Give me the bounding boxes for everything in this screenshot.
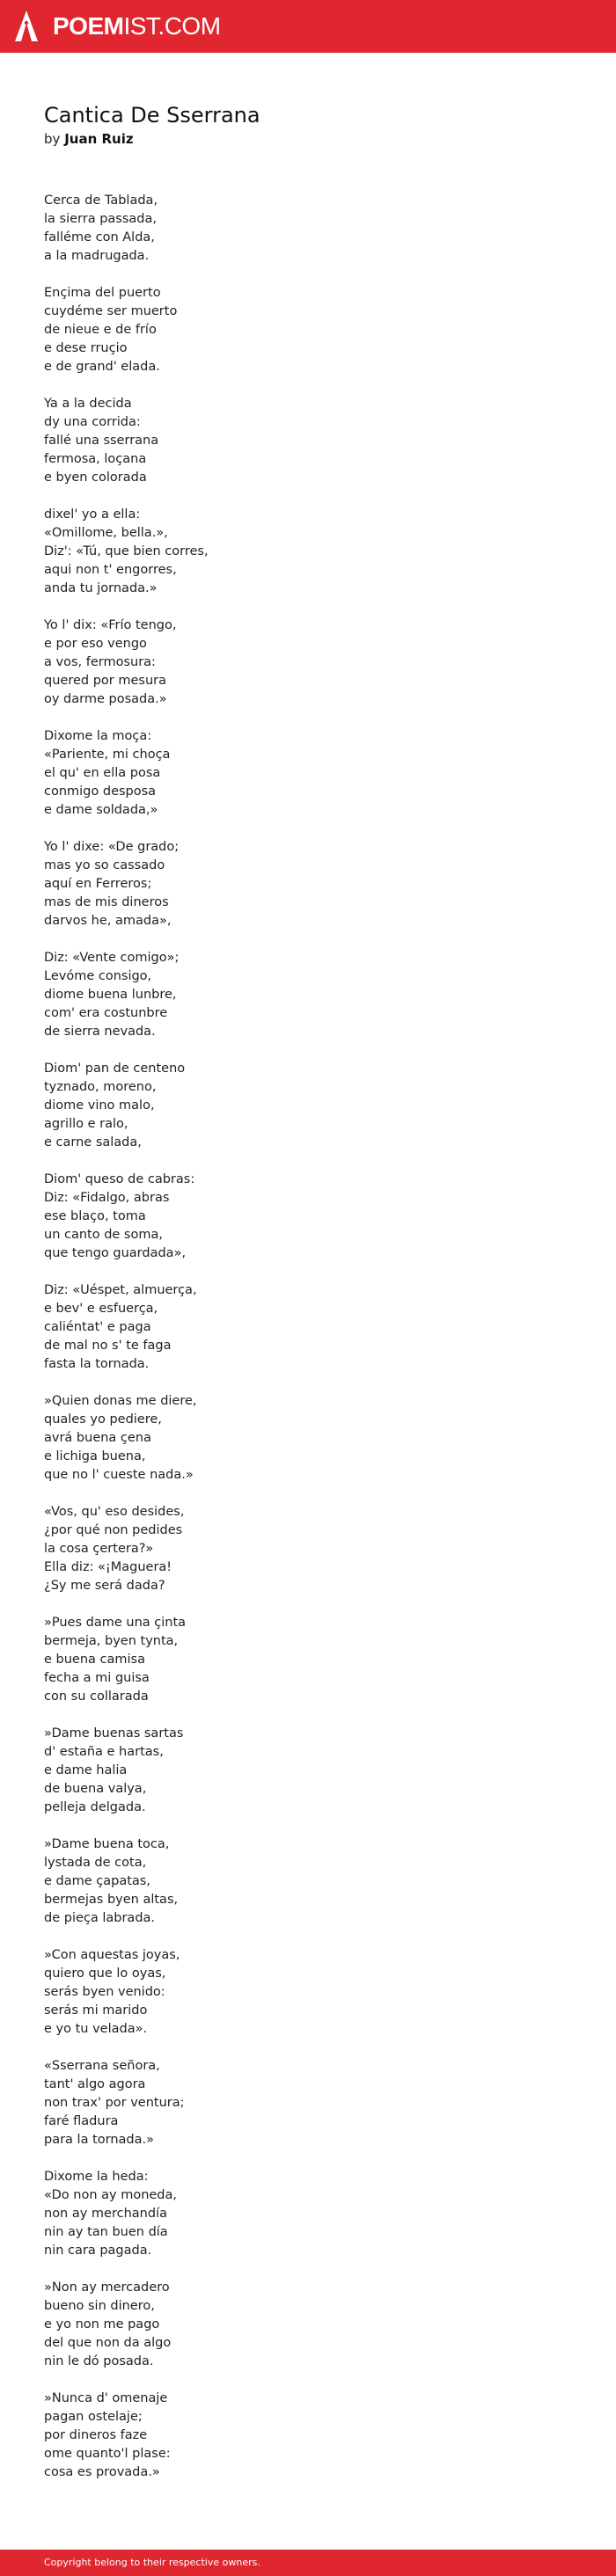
stanza: [44, 2057, 572, 2149]
verse-line: que no l' cueste nada.»: [44, 1468, 194, 1482]
verse-line: »Non ay mercadero: [44, 2280, 170, 2295]
verse-line: nin ay tan buen día: [44, 2225, 168, 2239]
stanza: [44, 727, 572, 820]
verse-line: tant' algo agora: [44, 2077, 146, 2091]
verse-line: aqui non t' engorres,: [44, 563, 177, 577]
stanza: [44, 1171, 572, 1263]
verse-line: Yo l' dix: «Frío tengo,: [44, 618, 177, 632]
verse-line: e buena camisa: [44, 1653, 145, 1667]
verse-line: non ay merchandía: [44, 2207, 167, 2221]
verse-line: e carne salada,: [44, 1135, 142, 1149]
verse-line: darvos he, amada»,: [44, 914, 172, 928]
verse-line: fasta la tornada.: [44, 1357, 150, 1371]
copyright-text: Copyright belong to their respective owners.: [44, 2557, 260, 2568]
stanza: [44, 1060, 572, 1152]
verse-line: Diz: «Uéspet, almuerça,: [44, 1283, 197, 1297]
site-footer: [0, 2550, 616, 2576]
verse-line: quiero que lo oyas,: [44, 1967, 166, 1981]
verse-line: para la tornada.»: [44, 2133, 154, 2147]
verse-line: e dame soldada,»: [44, 803, 158, 817]
verse-line: ese blaço, toma: [44, 1209, 146, 1223]
verse-line: Levóme consigo,: [44, 969, 152, 983]
poem-title: Cantica De Sserrana: [44, 103, 260, 128]
verse-line: Diom' pan de centeno: [44, 1062, 186, 1076]
verse-line: bermeja, byen tynta,: [44, 1634, 179, 1648]
verse-line: ¿por qué non pedides: [44, 1523, 183, 1537]
verse-line: serás byen venido:: [44, 1985, 165, 1999]
verse-line: »Dame buena toca,: [44, 1837, 170, 1851]
verse-line: Dixome la moça:: [44, 729, 152, 743]
verse-line: el qu' en ella posa: [44, 766, 161, 780]
verse-line: lystada de cota,: [44, 1856, 147, 1870]
verse-line: Ya a la decida: [44, 397, 132, 411]
verse-line: un canto de soma,: [44, 1228, 163, 1242]
stanza: [44, 506, 572, 598]
stanza: [44, 617, 572, 709]
verse-line: e de grand' elada.: [44, 360, 160, 374]
verse-line: mas de mis dineros: [44, 895, 169, 909]
verse-line: Dixome la heda:: [44, 2170, 149, 2184]
verse-line: «Omillome, bella.»,: [44, 526, 168, 540]
verse-line: Diom' queso de cabras:: [44, 1172, 195, 1186]
verse-line: caliéntat' e paga: [44, 1320, 151, 1334]
verse-line: non trax' por ventura;: [44, 2096, 185, 2110]
verse-line: «Do non ay moneda,: [44, 2188, 178, 2202]
verse-line: faré fladura: [44, 2114, 119, 2128]
by-label: by: [44, 131, 61, 147]
stanza: [44, 1725, 572, 1817]
verse-line: e yo non me pago: [44, 2317, 160, 2332]
verse-line: conmigo desposa: [44, 784, 157, 799]
verse-line: de sierra nevada.: [44, 1025, 156, 1039]
verse-line: «Sserrana señora,: [44, 2059, 160, 2073]
verse-line: »Dame buenas sartas: [44, 1726, 184, 1740]
stanza: [44, 949, 572, 1041]
verse-line: «Vos, qu' eso desides,: [44, 1505, 185, 1519]
verse-line: »Quien donas me diere,: [44, 1394, 197, 1408]
verse-line: de pieça labrada.: [44, 1911, 156, 1925]
verse-line: cuydéme ser muerto: [44, 304, 178, 318]
verse-line: e dame çapatas,: [44, 1874, 150, 1888]
verse-line: e bev' e esfuerça,: [44, 1302, 158, 1316]
verse-line: de nieue e de frío: [44, 323, 157, 337]
verse-line: «Pariente, mi choça: [44, 748, 171, 762]
stanza: [44, 2390, 572, 2482]
verse-line: Ella diz: «¡Maguera!: [44, 1560, 172, 1574]
verse-line: fallé una sserrana: [44, 434, 159, 448]
stanza: [44, 1835, 572, 1928]
poem-body: [44, 192, 572, 2500]
verse-line: nin cara pagada.: [44, 2244, 152, 2258]
verse-line: e dame halia: [44, 1763, 128, 1777]
verse-line: oy darme posada.»: [44, 692, 167, 706]
verse-line: d' estaña e hartas,: [44, 1745, 164, 1759]
verse-line: »Pues dame una çinta: [44, 1616, 187, 1630]
verse-line: e dese rruçio: [44, 341, 128, 355]
verse-line: fermosa, loçana: [44, 452, 147, 466]
stanza: [44, 2168, 572, 2260]
verse-line: pelleja delgada.: [44, 1800, 146, 1814]
verse-line: con su collarada: [44, 1689, 149, 1704]
stanza: [44, 395, 572, 487]
verse-line: por dineros faze: [44, 2428, 148, 2442]
stanza: [44, 284, 572, 376]
stanza: [44, 1392, 572, 1485]
stanza: [44, 1503, 572, 1595]
verse-line: pagan ostelaje;: [44, 2410, 143, 2424]
logo-text-strong: POEM: [53, 12, 124, 40]
verse-line: de buena valya,: [44, 1782, 147, 1796]
verse-line: a la madrugada.: [44, 249, 150, 263]
verse-line: e byen colorada: [44, 471, 147, 485]
verse-line: anda tu jornada.»: [44, 581, 158, 595]
verse-line: que tengo guardada»,: [44, 1246, 187, 1260]
verse-line: »Con aquestas joyas,: [44, 1948, 180, 1962]
site-logo[interactable]: [53, 12, 221, 40]
verse-line: a vos, fermosura:: [44, 655, 156, 669]
verse-line: e por eso vengo: [44, 637, 147, 651]
verse-line: agrillo e ralo,: [44, 1117, 128, 1131]
pen-nib-icon[interactable]: [14, 10, 39, 43]
stanza: [44, 1614, 572, 1706]
verse-line: bueno sin dinero,: [44, 2299, 155, 2313]
verse-line: fecha a mi guisa: [44, 1671, 150, 1685]
stanza: [44, 1281, 572, 1374]
verse-line: aquí en Ferreros;: [44, 877, 152, 891]
site-header: [0, 0, 616, 53]
verse-line: ome quanto'l plase:: [44, 2447, 171, 2461]
verse-line: Diz': «Tú, que bien corres,: [44, 544, 209, 558]
stanza: [44, 838, 572, 930]
verse-line: la cosa çertera?»: [44, 1542, 154, 1556]
verse-line: quered por mesura: [44, 674, 166, 688]
verse-line: falléme con Alda,: [44, 230, 155, 244]
verse-line: quales yo pediere,: [44, 1412, 162, 1427]
verse-line: cosa es provada.»: [44, 2465, 160, 2479]
verse-line: nin le dó posada.: [44, 2354, 154, 2368]
verse-line: »Nunca d' omenaje: [44, 2391, 168, 2405]
verse-line: la sierra passada,: [44, 212, 157, 226]
stanza: [44, 2279, 572, 2371]
verse-line: e lichiga buena,: [44, 1449, 146, 1463]
verse-line: mas yo so cassado: [44, 858, 165, 872]
verse-line: ¿Sy me será dada?: [44, 1579, 165, 1593]
verse-line: e yo tu velada».: [44, 2022, 148, 2036]
verse-line: diome buena lunbre,: [44, 988, 177, 1002]
logo-text-light: IST.COM: [123, 12, 221, 40]
verse-line: del que non da algo: [44, 2336, 172, 2350]
verse-line: Diz: «Vente comigo»;: [44, 951, 180, 965]
author-name[interactable]: Juan Ruiz: [64, 131, 134, 147]
stanza: [44, 192, 572, 266]
verse-line: Ençima del puerto: [44, 286, 161, 300]
byline: [44, 130, 134, 148]
verse-line: dixel' yo a ella:: [44, 507, 141, 522]
verse-line: dy una corrida:: [44, 415, 141, 429]
verse-line: Yo l' dixe: «De grado;: [44, 840, 180, 854]
verse-line: avrá buena çena: [44, 1431, 151, 1445]
verse-line: diome vino malo,: [44, 1098, 155, 1113]
verse-line: bermejas byen altas,: [44, 1893, 179, 1907]
verse-line: de mal no s' te faga: [44, 1339, 172, 1353]
verse-line: Diz: «Fidalgo, abras: [44, 1191, 170, 1205]
stanza: [44, 1946, 572, 2039]
verse-line: tyznado, moreno,: [44, 1080, 157, 1094]
verse-line: Cerca de Tablada,: [44, 193, 158, 208]
verse-line: com' era costunbre: [44, 1006, 168, 1020]
verse-line: serás mi marido: [44, 2003, 148, 2018]
